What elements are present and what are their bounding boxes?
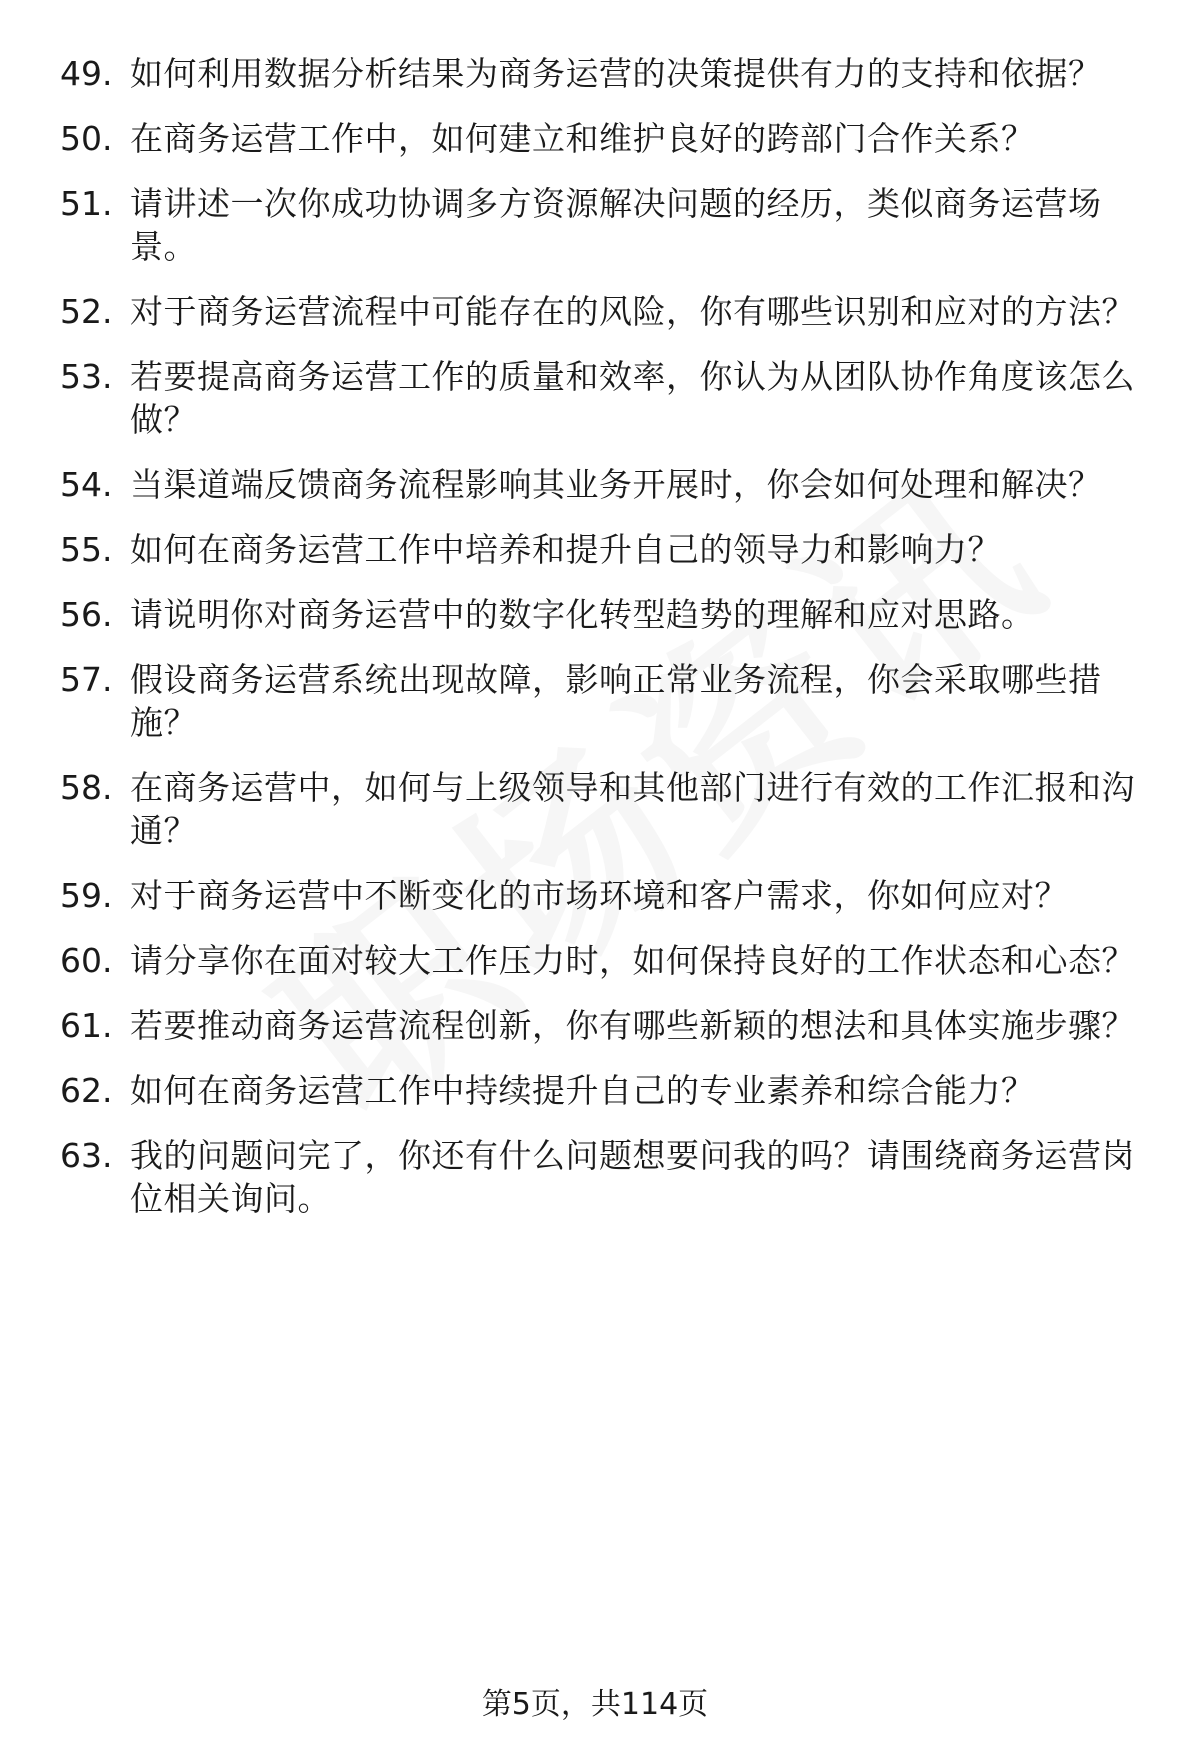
list-item: [60, 593, 1150, 636]
question-text: 对于商务运营中不断变化的市场环境和客户需求，你如何应对？: [130, 876, 1068, 915]
list-item: [60, 52, 1150, 95]
question-text: 在商务运营工作中，如何建立和维护良好的跨部门合作关系？: [130, 119, 1035, 158]
question-text: 若要推动商务运营流程创新，你有哪些新颖的想法和具体实施步骤？: [130, 1006, 1135, 1045]
question-text: 假设商务运营系统出现故障，影响正常业务流程，你会采取哪些措施？: [130, 660, 1102, 742]
question-number: 54.: [60, 465, 113, 504]
question-number: 60.: [60, 941, 113, 980]
question-text: 对于商务运营流程中可能存在的风险，你有哪些识别和应对的方法？: [130, 292, 1135, 331]
list-item: [60, 528, 1150, 571]
question-text: 如何利用数据分析结果为商务运营的决策提供有力的支持和依据？: [130, 54, 1102, 93]
question-number: 50.: [60, 119, 113, 158]
question-number: 49.: [60, 54, 113, 93]
question-text: 当渠道端反馈商务流程影响其业务开展时，你会如何处理和解决？: [130, 465, 1102, 504]
list-item: [60, 658, 1150, 744]
question-number: 63.: [60, 1136, 113, 1175]
question-text: 如何在商务运营工作中培养和提升自己的领导力和影响力？: [130, 530, 1001, 569]
list-item: [60, 766, 1150, 852]
list-item: [60, 290, 1150, 333]
list-item: [60, 1004, 1150, 1047]
question-number: 61.: [60, 1006, 113, 1045]
question-number: 58.: [60, 768, 113, 807]
list-item: [60, 355, 1150, 441]
list-item: [60, 1069, 1150, 1112]
list-item: [60, 463, 1150, 506]
list-item: [60, 117, 1150, 160]
question-number: 52.: [60, 292, 113, 331]
question-text: 在商务运营中，如何与上级领导和其他部门进行有效的工作汇报和沟通？: [130, 768, 1135, 850]
list-item: [60, 874, 1150, 917]
question-text: 请分享你在面对较大工作压力时，如何保持良好的工作状态和心态？: [130, 941, 1135, 980]
page-footer: [0, 1685, 1190, 1725]
question-text: 如何在商务运营工作中持续提升自己的专业素养和综合能力？: [130, 1071, 1035, 1110]
question-text: 请讲述一次你成功协调多方资源解决问题的经历，类似商务运营场景。: [130, 184, 1102, 266]
question-number: 56.: [60, 595, 113, 634]
question-number: 62.: [60, 1071, 113, 1110]
question-number: 57.: [60, 660, 113, 699]
question-text: 我的问题问完了，你还有什么问题想要问我的吗？请围绕商务运营岗位相关询问。: [130, 1136, 1135, 1218]
question-list: [60, 52, 1150, 1242]
question-number: 51.: [60, 184, 113, 223]
question-number: 53.: [60, 357, 113, 396]
list-item: [60, 182, 1150, 268]
list-item: [60, 1134, 1150, 1220]
page-number-label: 第5页，共114页: [481, 1687, 709, 1722]
question-number: 55.: [60, 530, 113, 569]
list-item: [60, 939, 1150, 982]
question-text: 若要提高商务运营工作的质量和效率，你认为从团队协作角度该怎么做？: [130, 357, 1135, 439]
question-number: 59.: [60, 876, 113, 915]
question-text: 请说明你对商务运营中的数字化转型趋势的理解和应对思路。: [130, 595, 1035, 634]
